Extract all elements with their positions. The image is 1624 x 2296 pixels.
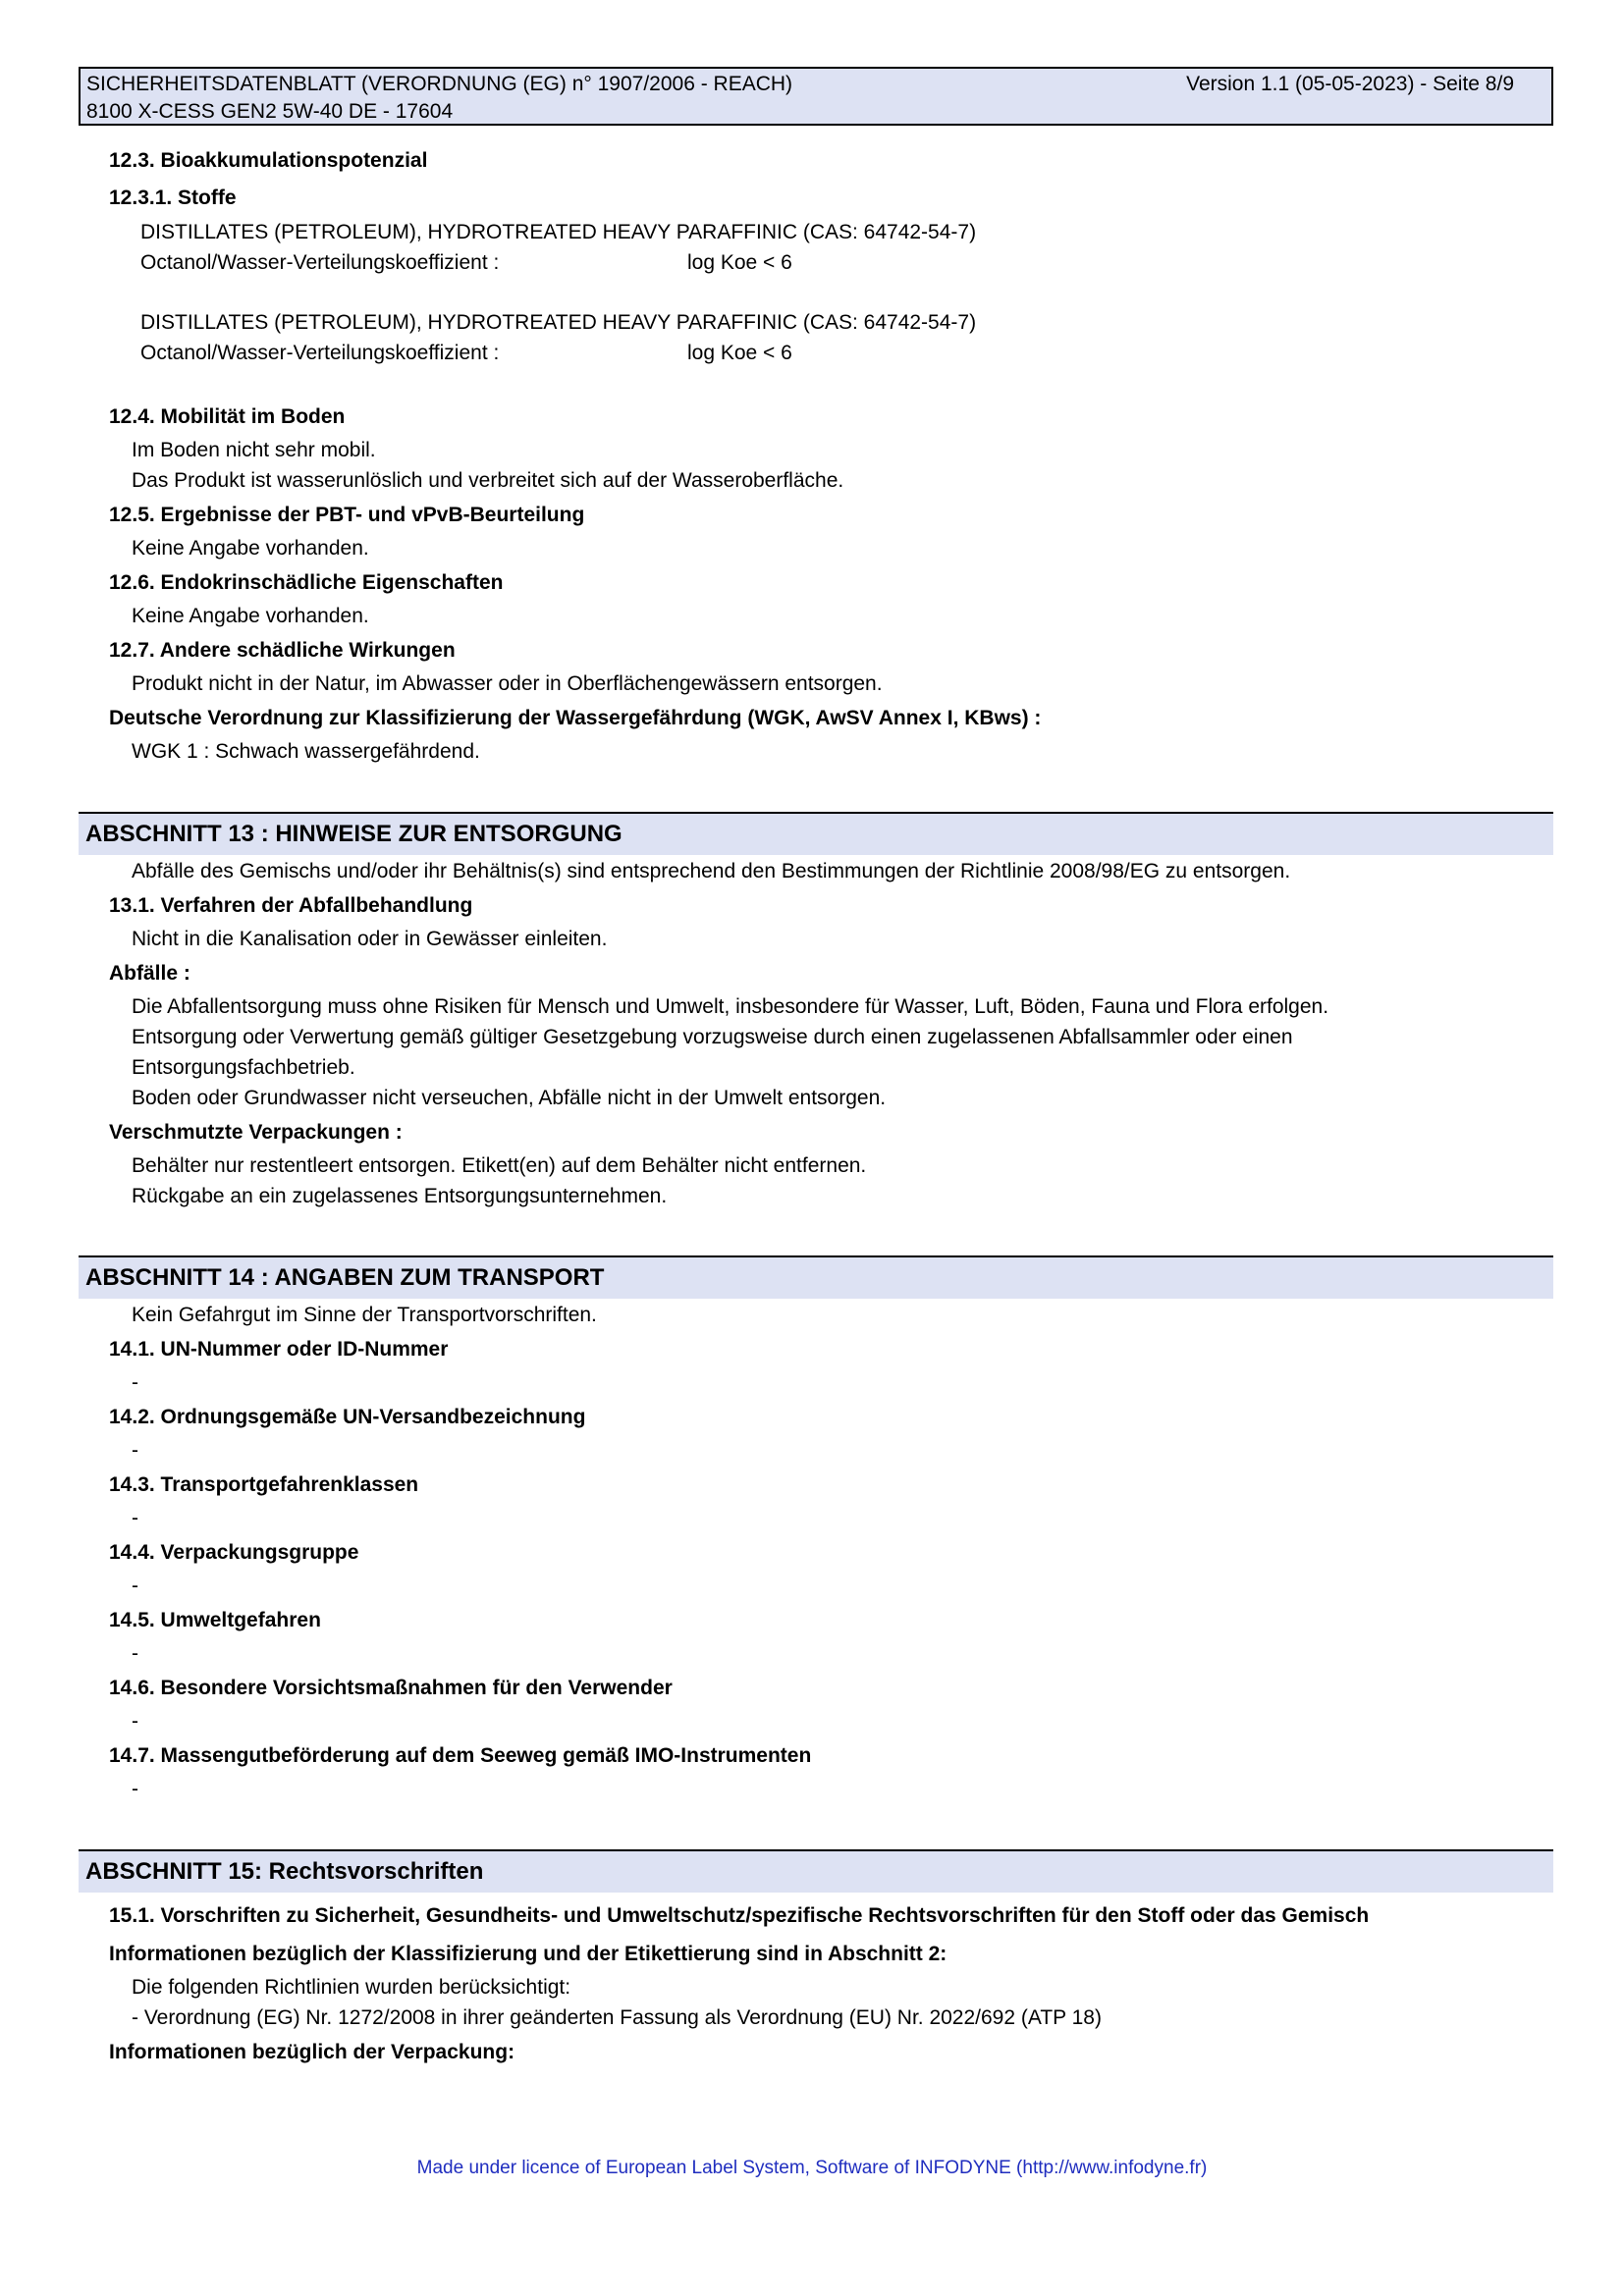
heading-14-4: 14.4. Verpackungsgruppe <box>109 1541 359 1564</box>
text-abfaelle-2: Entsorgung oder Verwertung gemäß gültiger Gesetzgebung vorzugsweise durch einen zugelassenen Abfallsammler oder einen <box>132 1026 1293 1048</box>
heading-14-7: 14.7. Massengutbeförderung auf dem Seeweg gemäß IMO-Instrumenten <box>109 1744 812 1767</box>
heading-14-2: 14.2. Ordnungsgemäße UN-Versandbezeichnung <box>109 1406 586 1428</box>
footer-licence: Made under licence of European Label System, Software of INFODYNE (http://www.infodyne.fr) <box>416 2158 1208 2178</box>
heading-13-1: 13.1. Verfahren der Abfallbehandlung <box>109 894 473 917</box>
heading-14-6: 14.6. Besondere Vorsichtsmaßnahmen für den Verwender <box>109 1677 673 1699</box>
heading-14-1: 14.1. UN-Nummer oder ID-Nummer <box>109 1338 449 1361</box>
text-verpackungen-1: Behälter nur restentleert entsorgen. Etikett(en) auf dem Behälter nicht entfernen. <box>132 1154 867 1177</box>
heading-12-3: 12.3. Bioakkumulationspotenzial <box>109 149 428 172</box>
section-14-title: ABSCHNITT 14 : ANGABEN ZUM TRANSPORT <box>79 1255 1553 1299</box>
heading-12-5: 12.5. Ergebnisse der PBT- und vPvB-Beurteilung <box>109 504 585 526</box>
section-13-title: ABSCHNITT 13 : HINWEISE ZUR ENTSORGUNG <box>79 812 1553 855</box>
text-12-4-a: Im Boden nicht sehr mobil. <box>132 439 376 461</box>
heading-14-5: 14.5. Umweltgefahren <box>109 1609 321 1631</box>
heading-verpackung-info: Informationen bezüglich der Verpackung: <box>109 2041 515 2063</box>
heading-wgk: Deutsche Verordnung zur Klassifizierung der Wassergefährdung (WGK, AwSV Annex I, KBws) : <box>109 707 1042 729</box>
text-15-1: Die folgenden Richtlinien wurden berücksichtigt: <box>132 1976 571 1999</box>
text-14-intro: Kein Gefahrgut im Sinne der Transportvorschriften. <box>132 1304 597 1326</box>
text-wgk: WGK 1 : Schwach wassergefährdend. <box>132 740 480 763</box>
section-15-title: ABSCHNITT 15: Rechtsvorschriften <box>79 1849 1553 1893</box>
heading-15-1: 15.1. Vorschriften zu Sicherheit, Gesundheits- und Umweltschutz/spezifische Rechtsvorschriften für den Stoff oder das Gemisch <box>109 1904 1370 1927</box>
heading-12-3-1: 12.3.1. Stoffe <box>109 187 237 209</box>
heading-12-6: 12.6. Endokrinschädliche Eigenschaften <box>109 571 504 594</box>
text-13-1: Nicht in die Kanalisation oder in Gewässer einleiten. <box>132 928 608 950</box>
heading-12-4: 12.4. Mobilität im Boden <box>109 405 346 428</box>
text-15-2: - Verordnung (EG) Nr. 1272/2008 in ihrer geänderten Fassung als Verordnung (EU) Nr. 2022/692 (ATP 18) <box>132 2006 1102 2029</box>
text-abfaelle-4: Boden oder Grundwasser nicht verseuchen, Abfälle nicht in der Umwelt entsorgen. <box>132 1087 887 1109</box>
value-14-3: - <box>132 1507 138 1529</box>
value-14-7: - <box>132 1778 138 1800</box>
substance-name-2: DISTILLATES (PETROLEUM), HYDROTREATED HEAVY PARAFFINIC (CAS: 64742-54-7) <box>140 311 977 334</box>
property-value-1: log Koe < 6 <box>687 251 792 274</box>
header-version: Version 1.1 (05-05-2023) - Seite 8/9 <box>1186 73 1514 95</box>
text-abfaelle-3: Entsorgungsfachbetrieb. <box>132 1056 355 1079</box>
text-12-6: Keine Angabe vorhanden. <box>132 605 369 627</box>
text-12-7: Produkt nicht in der Natur, im Abwasser oder in Oberflächengewässern entsorgen. <box>132 672 883 695</box>
value-14-4: - <box>132 1575 138 1597</box>
heading-abfaelle: Abfälle : <box>109 962 190 985</box>
heading-12-7: 12.7. Andere schädliche Wirkungen <box>109 639 456 662</box>
header-title: SICHERHEITSDATENBLATT (VERORDNUNG (EG) n° 1907/2006 - REACH) <box>86 73 793 95</box>
heading-verpackungen: Verschmutzte Verpackungen : <box>109 1121 403 1144</box>
value-14-5: - <box>132 1642 138 1665</box>
text-abfaelle-1: Die Abfallentsorgung muss ohne Risiken für Mensch und Umwelt, insbesondere für Wasser, Luft, Böden, Fauna und Flora erfolgen. <box>132 995 1329 1018</box>
text-12-4-b: Das Produkt ist wasserunlöslich und verbreitet sich auf der Wasseroberfläche. <box>132 469 844 492</box>
text-13-intro: Abfälle des Gemischs und/oder ihr Behältnis(s) sind entsprechend den Bestimmungen der Richtlinie 2008/98/EG zu entsorgen. <box>132 860 1291 882</box>
text-verpackungen-2: Rückgabe an ein zugelassenes Entsorgungsunternehmen. <box>132 1185 668 1207</box>
heading-14-3: 14.3. Transportgefahrenklassen <box>109 1473 419 1496</box>
heading-klassifizierung: Informationen bezüglich der Klassifizierung und der Etikettierung sind in Abschnitt 2: <box>109 1943 947 1965</box>
page-header <box>79 67 1553 126</box>
property-label-1: Octanol/Wasser-Verteilungskoeffizient : <box>140 251 500 274</box>
header-product: 8100 X-CESS GEN2 5W-40 DE - 17604 <box>86 100 454 123</box>
property-value-2: log Koe < 6 <box>687 342 792 364</box>
value-14-1: - <box>132 1371 138 1394</box>
value-14-2: - <box>132 1439 138 1462</box>
value-14-6: - <box>132 1710 138 1733</box>
property-label-2: Octanol/Wasser-Verteilungskoeffizient : <box>140 342 500 364</box>
substance-name-1: DISTILLATES (PETROLEUM), HYDROTREATED HEAVY PARAFFINIC (CAS: 64742-54-7) <box>140 221 977 243</box>
text-12-5: Keine Angabe vorhanden. <box>132 537 369 560</box>
